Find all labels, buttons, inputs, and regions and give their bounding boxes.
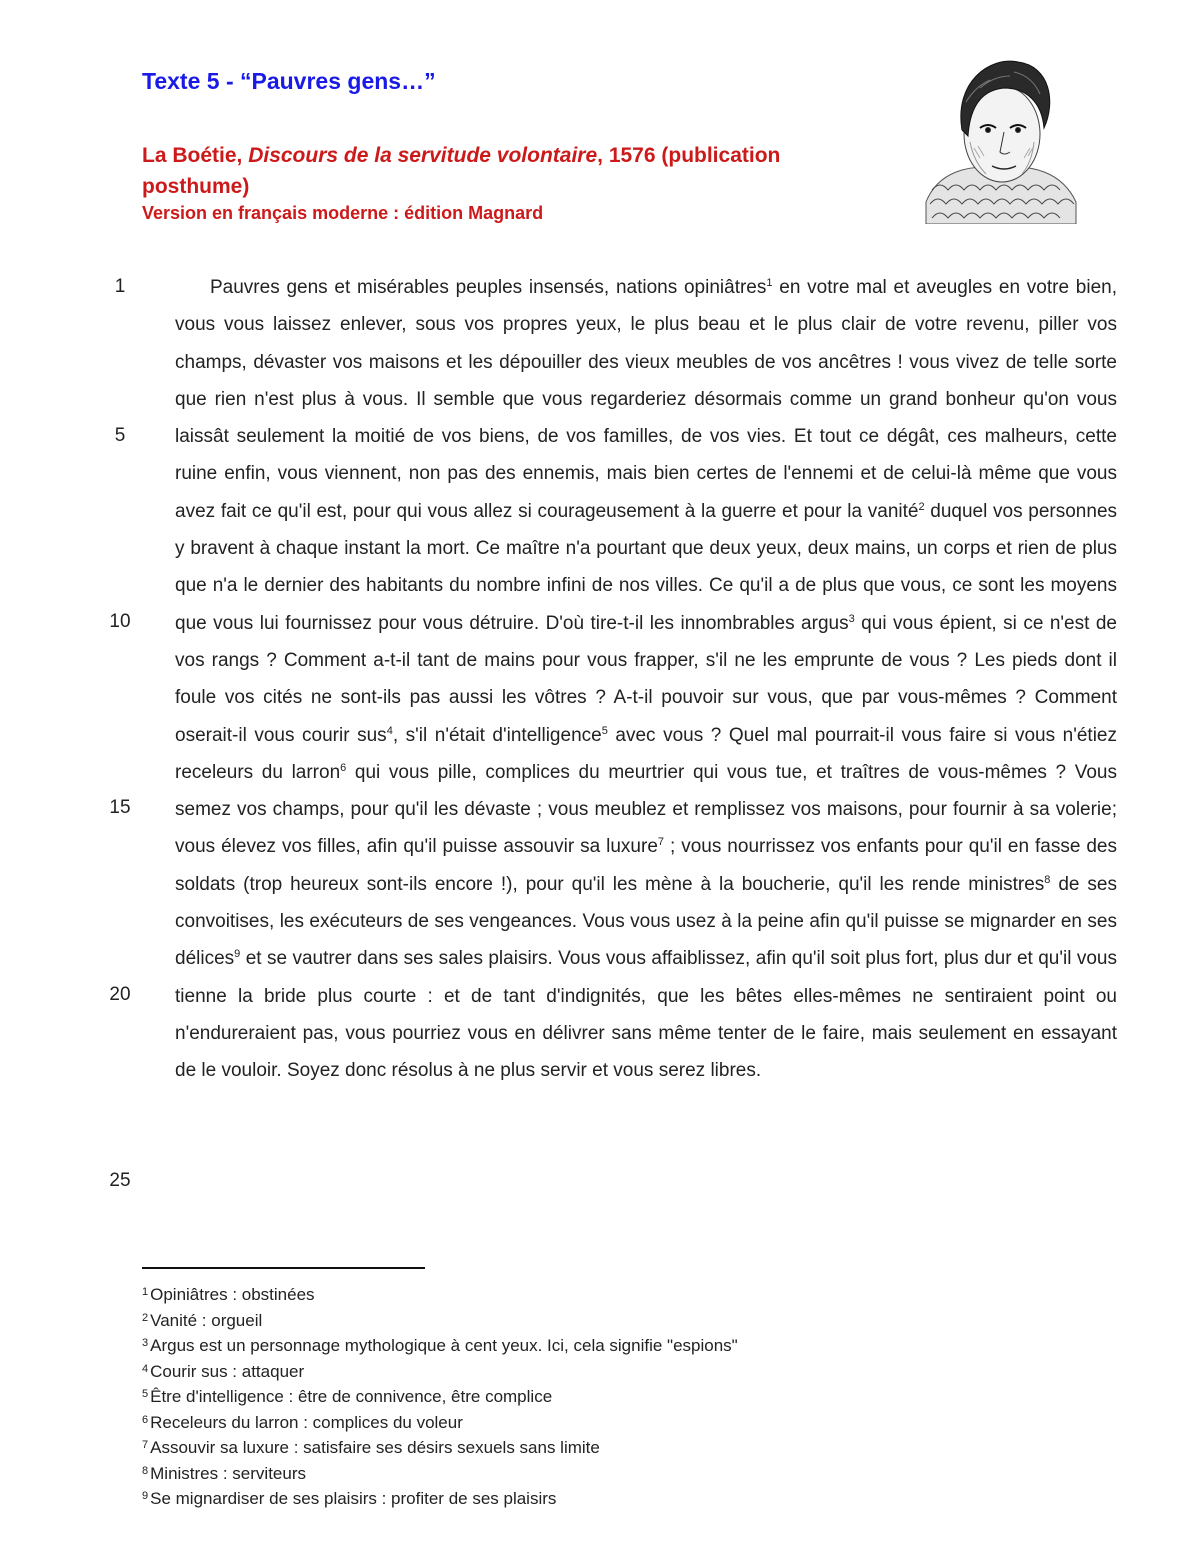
footnote-text: Argus est un personnage mythologique à cent yeux. Ici, cela signifie "espions" [150, 1336, 738, 1355]
line-number: 15 [109, 797, 131, 818]
passage-text: ; vous nourrissez vos enfants pour qu'il en fasse des soldats (trop heureux sont-ils encore !), pour qu'il les mène à la boucherie, qu'il les rende ministres [175, 836, 1117, 895]
passage-text: qui vous pille, complices du meurtrier qui vous tue, et traîtres de vous-mêmes ? Vous semez vos champs, pour qu'il les dévaste ; vous meublez et remplissez vos maisons, pour fournir à sa volerie; vous élevez vos filles, afin qu'il puisse assouvir sa luxure [175, 761, 1118, 858]
author-portrait-engraving-icon [918, 52, 1082, 224]
footnote-ref: 7 [657, 836, 665, 849]
footnote-item [142, 1281, 738, 1307]
footnote-text: Ministres : serviteurs [150, 1463, 306, 1483]
line-number: 5 [114, 425, 126, 446]
passage-text: et se vautrer dans ses sales plaisirs. Vous vous affaiblissez, afin qu'il soit plus fort, plus dur et qu'il vous tienne la bride plus courte : et de tant d'indignités, que les bêtes elles-mêmes ne sentiraient point ou n'endureraient pas, vous pourriez vous en délivrer sans même tenter de le faire, mais seulement en essayant de le vouloir. Soyez donc résolus à ne plus servir et vous serez libres. [175, 948, 1117, 1082]
footnote-item [142, 1383, 738, 1409]
footnote-ref: 4 [386, 724, 393, 737]
passage-text: Pauvres gens et misérables peuples insensés, nations opiniâtres [210, 277, 767, 298]
footnote-separator [142, 1267, 425, 1269]
footnote-ref: 2 [918, 500, 925, 513]
footnote-item [142, 1358, 738, 1384]
footnote-ref: 6 [340, 761, 347, 774]
footnote-number: 5 [142, 1388, 149, 1400]
footnote-ref: 3 [848, 612, 855, 625]
footnote-text: Assouvir sa luxure : satisfaire ses désirs sexuels sans limite [150, 1438, 600, 1457]
footnote-number: 2 [142, 1311, 149, 1324]
footnote-item [142, 1485, 738, 1511]
footnote-text: Courir sus : attaquer [150, 1361, 305, 1381]
footnote-item [142, 1460, 738, 1486]
work-title: Discours de la servitude volontaire [248, 144, 598, 167]
line-number: 10 [109, 611, 131, 632]
author-name: La Boétie, [142, 144, 249, 167]
footnote-number: 1 [142, 1286, 149, 1298]
footnote-item [142, 1332, 738, 1358]
passage-text: de ses convoitises, les exécuteurs de ses vengeances. Vous vous usez à la peine afin qu'il puisse se mignarder en ses délices [175, 873, 1117, 970]
footnote-number: 6 [142, 1413, 149, 1426]
passage-text: en votre mal et aveugles en votre bien, vous vous laissez enlever, sous vos propres yeux, le plus beau et le plus clair de votre revenu, piller vos champs, dévaster vos maisons et les dépouiller des vieux meubles de vos ancêtres ! vous vivez de telle sorte que rien n'est plus à vous. Il semble que vous regarderiez désormais comme un grand bonheur qu'on vous laissât seulement la moitié de vos biens, de vos familles, de vos vies. Et tout ce dégât, ces malheurs, cette ruine enfin, vous viennent, non pas des ennemis, mais bien certes de l'ennemi et de celui-là même que vous avez fait ce qu'il est, pour qui vous allez si courageusement à la guerre et pour la vanité [175, 277, 1117, 522]
footnote-number: 3 [142, 1337, 149, 1349]
footnote-ref: 1 [766, 277, 773, 289]
line-number: 25 [109, 1170, 131, 1191]
footnote-ref: 5 [601, 724, 608, 737]
footnote-ref: 8 [1044, 873, 1051, 886]
passage-text: duquel vos personnes y bravent à chaque instant la mort. Ce maître n'a pourtant que deux yeux, deux mains, un corps et rien de plus que n'a le dernier des habitants du nombre infini de nos villes. Ce qu'il a de plus que vous, ce sont les moyens que vous lui fournissez pour vous détruire. D'où tire-t-il les innombrables argus [175, 500, 1118, 634]
footnote-item [142, 1307, 738, 1333]
line-number: 20 [109, 984, 131, 1005]
line-number: 1 [114, 276, 126, 297]
main-passage [175, 269, 1117, 1090]
passage-text: , s'il n'était d'intelligence [392, 724, 602, 746]
passage-text: qui vous épient, si ce n'est de vos rangs ? Comment a-t-il tant de mains pour vous frapper, s'il ne les emprunte de vous ? Les pieds dont il foule vos cités ne sont-ils pas aussi les vôtres ? A-t-il pouvoir sur vous, que par vous-mêmes ? Comment oserait-il vous courir sus [175, 612, 1117, 746]
passage-text: avec vous ? Quel mal pourrait-il vous faire si vous n'étiez receleurs du larron [175, 724, 1118, 783]
footnotes-list [142, 1281, 738, 1511]
edition-note: Version en français moderne : édition Magnard [142, 203, 544, 223]
document-title: Texte 5 - “Pauvres gens…” [142, 68, 436, 94]
footnote-text: Opiniâtres : obstinées [150, 1285, 315, 1304]
footnote-text: Se mignardiser de ses plaisirs : profiter de ses plaisirs [150, 1489, 557, 1508]
footnote-item [142, 1409, 738, 1435]
footnote-item [142, 1434, 738, 1460]
footnote-number: 8 [142, 1464, 149, 1477]
footnote-number: 7 [142, 1439, 149, 1451]
publication-date: , 1576 (publication posthume) [142, 144, 781, 198]
footnote-number: 9 [142, 1490, 149, 1502]
footnote-ref: 9 [234, 948, 241, 961]
footnote-text: Receleurs du larron : complices du voleur [150, 1412, 463, 1432]
footnote-text: Vanité : orgueil [150, 1310, 263, 1330]
footnote-number: 4 [142, 1362, 149, 1375]
source-citation [142, 140, 882, 202]
footnote-text: Être d'intelligence : être de connivence, être complice [150, 1387, 553, 1406]
